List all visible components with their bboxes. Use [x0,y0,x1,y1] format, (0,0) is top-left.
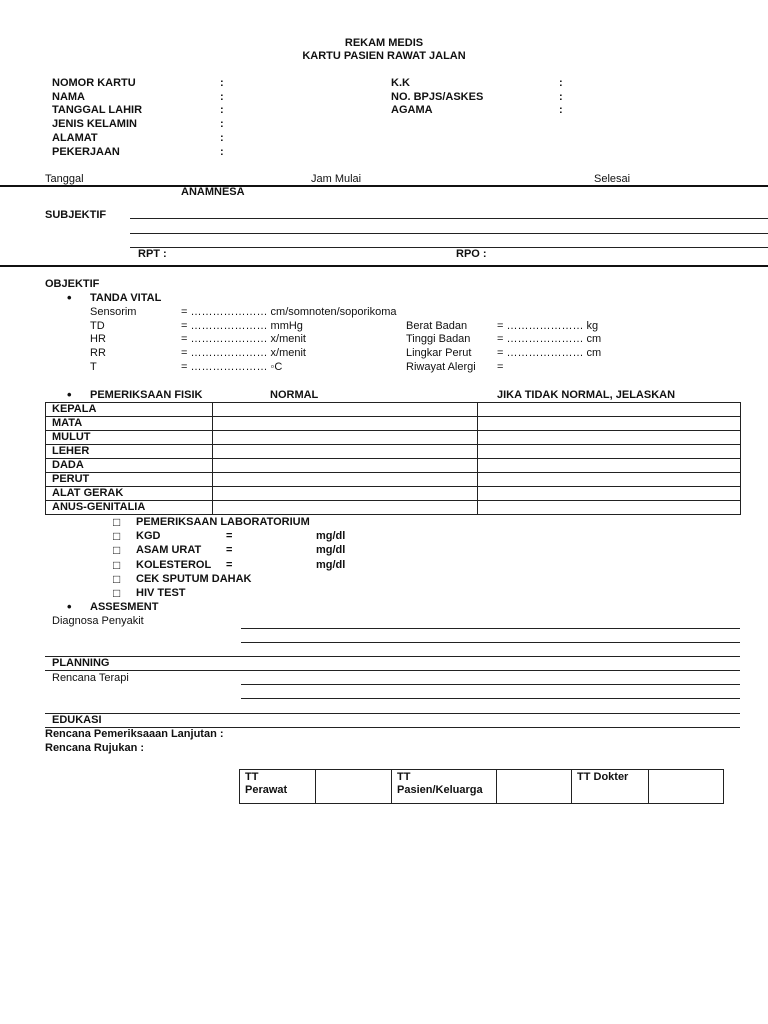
vital-value[interactable]: = ………………… cm/somnoten/soporikoma [181,306,397,318]
normal-cell[interactable] [213,501,478,515]
label-diagnosa: Diagnosa Penyakit [52,615,144,627]
exam-label: ALAT GERAK [46,487,213,501]
vital-label: TD [90,320,105,332]
normal-cell[interactable] [213,403,478,417]
subjektif-line[interactable] [130,218,768,219]
label-jenis-kelamin: JENIS KELAMIN [52,118,137,130]
sign-dokter-box[interactable] [649,770,724,804]
label-jam-mulai: Jam Mulai [311,173,362,185]
label-nama: NAMA [52,91,85,103]
table-row [46,459,741,473]
physical-exam-table [45,402,741,515]
vital-label: Berat Badan [406,320,468,332]
sep: : [220,132,224,144]
vital-label: T [90,361,97,373]
vital-value[interactable]: = ………………… cm [497,347,602,359]
exam-label: PERUT [46,473,213,487]
label-rujukan: Rencana Rujukan : [45,742,145,754]
lab-kgd-checkbox[interactable]: □ KGD [136,530,160,543]
sep: : [220,91,224,103]
abnormal-cell[interactable] [478,417,741,431]
vital-label: RR [90,347,106,359]
label-tanggal: Tanggal [45,173,84,185]
label-subjektif: SUBJEKTIF [45,209,107,221]
abnormal-cell[interactable] [478,473,741,487]
normal-cell[interactable] [213,459,478,473]
label-kk: K.K [391,77,410,89]
table-row [46,501,741,515]
abnormal-cell[interactable] [478,431,741,445]
sign-keluarga-box[interactable] [497,770,572,804]
lab-title-checkbox[interactable]: □ PEMERIKSAAN LABORATORIUM [136,516,310,529]
exam-label: MULUT [46,431,213,445]
label-rencana-terapi: Rencana Terapi [52,672,129,684]
abnormal-cell[interactable] [478,445,741,459]
abnormal-cell[interactable] [478,403,741,417]
vital-label: Lingkar Perut [406,347,472,359]
normal-cell[interactable] [213,473,478,487]
abnormal-cell[interactable] [478,501,741,515]
sign-keluarga-line1: TT [397,771,411,783]
vital-value[interactable]: = ………………… mmHg [181,320,303,332]
sep: : [220,77,224,89]
sep: : [559,91,563,103]
lab-unit: mg/dl [316,530,346,542]
exam-label: KEPALA [46,403,213,417]
objektif-title: OBJEKTIF [45,278,100,290]
vital-label: Tinggi Badan [406,333,471,345]
sep: : [220,146,224,158]
form-subtitle: KARTU PASIEN RAWAT JALAN [302,50,466,62]
sign-perawat-label [240,770,316,804]
sign-perawat-line2: Perawat [245,784,288,796]
edukasi-title: EDUKASI [52,714,102,726]
sign-keluarga-line2: Pasien/Keluarga [397,784,483,796]
sep: : [220,118,224,130]
divider [0,265,768,267]
exam-label: DADA [46,459,213,473]
label-alamat: ALAMAT [52,132,98,144]
lab-asam-urat-checkbox[interactable]: □ ASAM URAT [136,544,201,557]
signature-table [239,769,724,804]
tanda-vital-title: • TANDA VITAL [90,292,161,305]
sep: : [220,104,224,116]
divider [45,656,740,657]
vital-label: HR [90,333,106,345]
normal-cell[interactable] [213,417,478,431]
label-nomor-kartu: NOMOR KARTU [52,77,136,89]
table-row [46,445,741,459]
lab-unit: mg/dl [316,559,346,571]
subjektif-line[interactable] [130,233,768,234]
lab-eq: = [226,559,233,571]
terapi-line[interactable] [241,684,740,685]
diagnosa-line[interactable] [241,642,740,643]
vital-value[interactable]: = ………………… x/menit [181,333,306,345]
vital-label: Sensorim [90,306,137,318]
lab-eq: = [226,544,233,556]
label-agama: AGAMA [391,104,433,116]
divider [0,185,768,187]
subjektif-line[interactable] [130,247,768,248]
normal-cell[interactable] [213,487,478,501]
sign-dokter-label: TT Dokter [572,770,649,804]
terapi-line[interactable] [241,698,740,699]
lab-kolesterol-checkbox[interactable]: □ KOLESTEROL [136,559,211,572]
planning-title: PLANNING [52,657,110,669]
table-row [46,431,741,445]
abnormal-cell[interactable] [478,459,741,473]
label-selesai: Selesai [594,173,631,185]
exam-label: ANUS-GENITALIA [46,501,213,515]
normal-cell[interactable] [213,445,478,459]
vital-value[interactable]: = ………………… ◦C [181,361,283,373]
label-lanjutan: Rencana Pemeriksaaan Lanjutan : [45,728,224,740]
vital-value[interactable]: = [497,361,504,373]
vital-value[interactable]: = ………………… cm [497,333,602,345]
sign-perawat-box[interactable] [316,770,392,804]
label-bpjs: NO. BPJS/ASKES [391,91,484,103]
lab-hiv-checkbox[interactable]: □ HIV TEST [136,587,186,600]
lab-sputum-checkbox[interactable]: □ CEK SPUTUM DAHAK [136,573,252,586]
lab-eq: = [226,530,233,542]
lab-unit: mg/dl [316,544,346,556]
vital-value[interactable]: = ………………… x/menit [181,347,306,359]
vital-label: Riwayat Alergi [406,361,476,373]
label-tanggal-lahir: TANGGAL LAHIR [52,104,143,116]
sep: : [559,104,563,116]
table-row [46,403,741,417]
vital-value[interactable]: = ………………… kg [497,320,599,332]
diagnosa-line[interactable] [241,628,740,629]
label-rpo: RPO : [456,248,487,260]
assesment-title: • ASSESMENT [90,601,158,614]
table-row [46,417,741,431]
label-rpt: RPT : [138,248,167,260]
sign-keluarga-label [392,770,497,804]
anamnesa-title: ANAMNESA [181,186,245,198]
label-pekerjaan: PEKERJAAN [52,146,120,158]
form-title: REKAM MEDIS [344,37,424,49]
abnormal-cell[interactable] [478,487,741,501]
table-row [46,487,741,501]
sign-perawat-line1: TT [245,771,259,783]
col-abnormal: JIKA TIDAK NORMAL, JELASKAN [497,389,676,401]
exam-label: MATA [46,417,213,431]
sep: : [559,77,563,89]
exam-label: LEHER [46,445,213,459]
divider [45,713,740,714]
divider [45,670,740,671]
col-normal: NORMAL [270,389,319,401]
table-row [46,473,741,487]
normal-cell[interactable] [213,431,478,445]
pemeriksaan-fisik-title: • PEMERIKSAAN FISIK [90,389,202,402]
